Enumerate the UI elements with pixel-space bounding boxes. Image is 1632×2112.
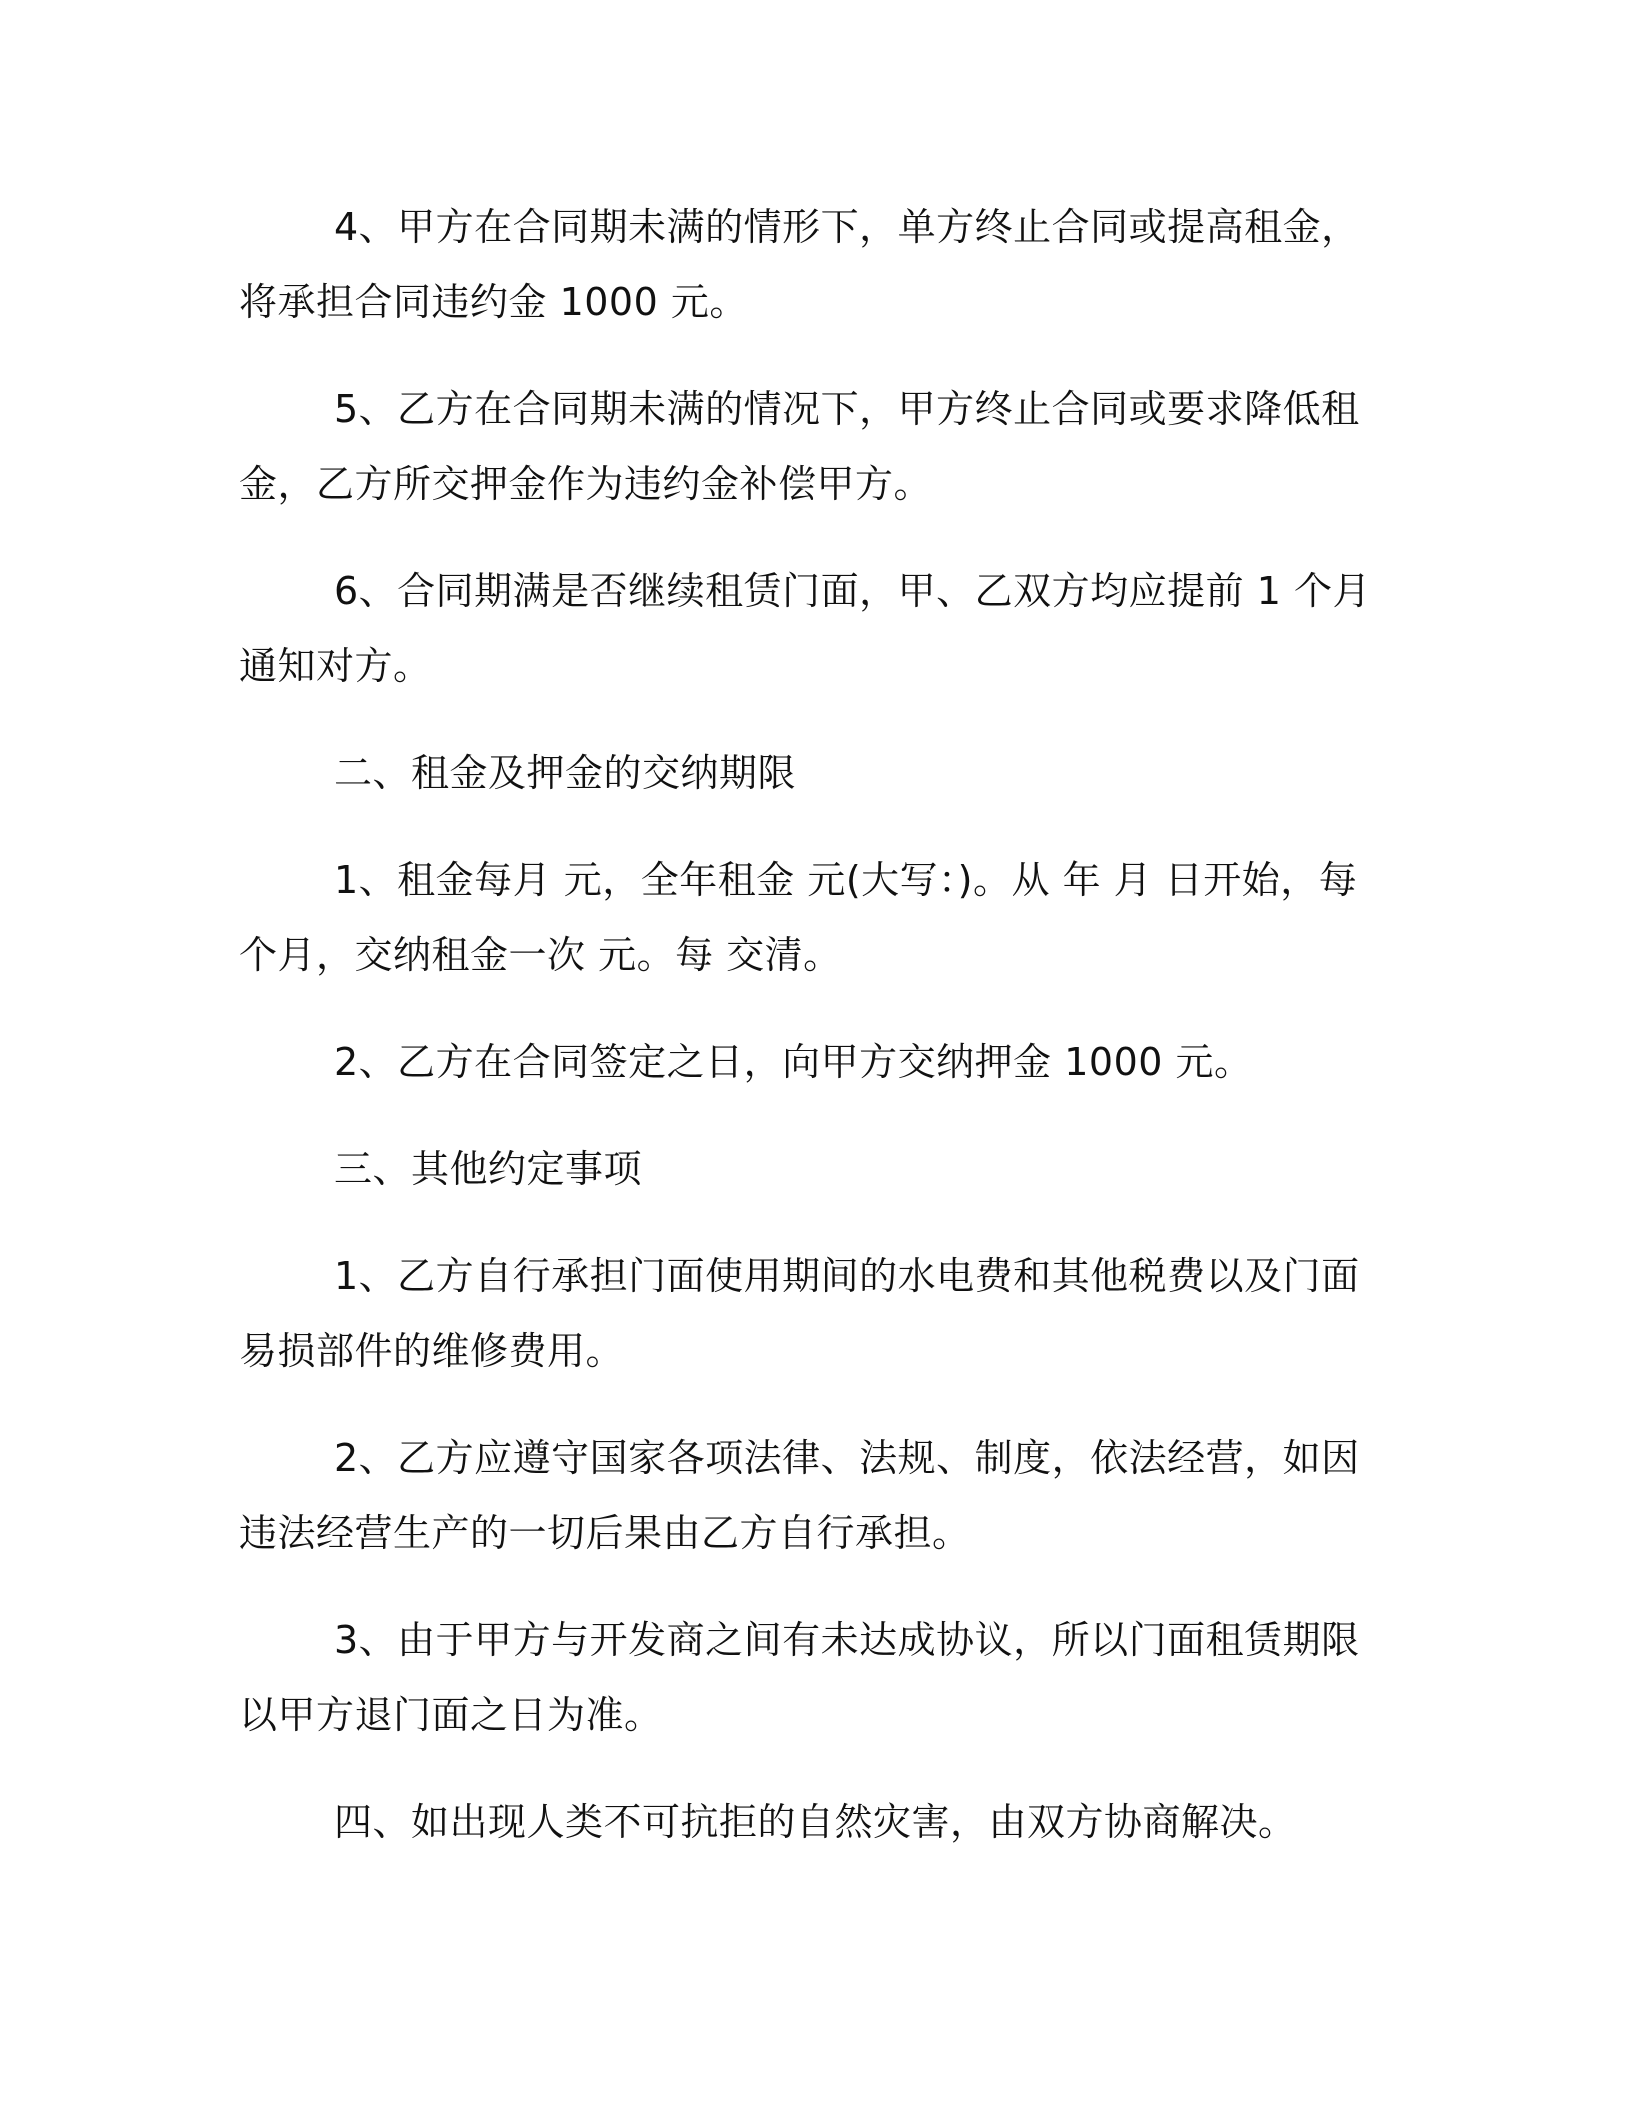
section-4-paragraph: 四、如出现人类不可抗拒的自然灾害，由双方协商解决。 [334,1800,1297,1844]
rent-clause-1-paragraph: 1、租金每月 元，全年租金 元(大写：)。从 年 月 日开始，每 个月，交纳租金一次 元。每 交清。 [239,858,1358,977]
clause-6-paragraph: 6、合同期满是否继续租赁门面，甲、乙双方均应提前 1 个月通知对方。 [239,569,1372,688]
other-clause-2-paragraph: 2、乙方应遵守国家各项法律、法规、制度，依法经营，如因违法经营生产的一切后果由乙方自行承担。 [239,1436,1360,1555]
section-3-heading: 三、其他约定事项 [334,1147,643,1191]
clause-5-paragraph: 5、乙方在合同期未满的情况下，甲方终止合同或要求降低租金，乙方所交押金作为违约金补偿甲方。 [239,387,1360,506]
other-clause-3-paragraph: 3、由于甲方与开发商之间有未达成协议，所以门面租赁期限以甲方退门面之日为准。 [239,1618,1360,1737]
clause-4-paragraph: 4、甲方在合同期未满的情形下，单方终止合同或提高租金，将承担合同违约金 1000 元。 [239,205,1360,324]
other-clause-1-paragraph: 1、乙方自行承担门面使用期间的水电费和其他税费以及门面易损部件的维修费用。 [239,1254,1360,1373]
section-2-heading: 二、租金及押金的交纳期限 [334,751,797,795]
rent-clause-2-paragraph: 2、乙方在合同签定之日，向甲方交纳押金 1000 元。 [334,1040,1253,1084]
document-body [239,190,1389,1892]
